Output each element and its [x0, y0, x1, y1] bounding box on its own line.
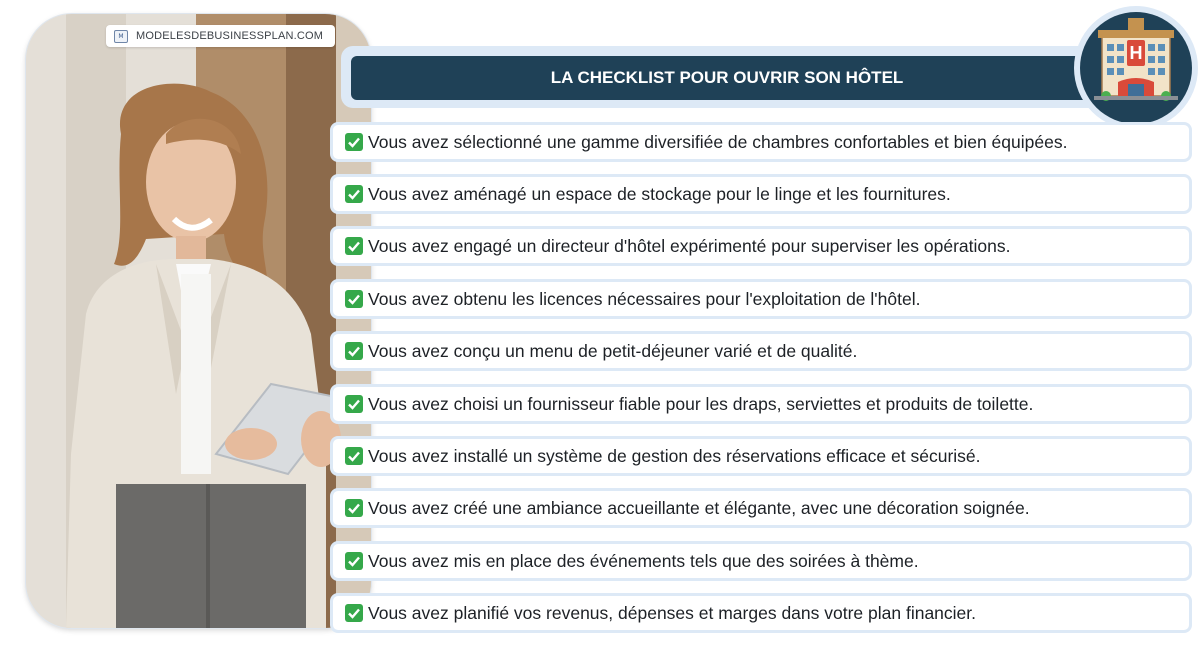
checklist-item-text: Vous avez engagé un directeur d'hôtel expérimenté pour superviser les opérations.	[368, 235, 1011, 256]
checklist-item-text: Vous avez aménagé un espace de stockage pour le linge et les fournitures.	[368, 183, 951, 204]
checklist-item	[330, 593, 1192, 633]
checklist-item-text: Vous avez planifié vos revenus, dépenses et marges dans votre plan financier.	[368, 602, 977, 623]
checklist-item	[330, 488, 1192, 528]
hotel-sign-letter: H	[1129, 42, 1143, 63]
checklist-item	[330, 174, 1192, 214]
checklist-item	[330, 122, 1192, 162]
check-mark-icon	[345, 342, 363, 360]
photo-illustration	[26, 14, 371, 628]
check-mark-icon	[345, 499, 363, 517]
hotel-building-icon	[1080, 12, 1192, 124]
checklist-item-text: Vous avez sélectionné une gamme diversifiée de chambres confortables et bien équipées.	[368, 131, 1068, 152]
checklist-item-text: Vous avez créé une ambiance accueillante et élégante, avec une décoration soignée.	[368, 497, 1030, 518]
checklist-item	[330, 331, 1192, 371]
checklist-item	[330, 541, 1192, 581]
check-mark-icon	[345, 133, 363, 151]
checklist-item	[330, 226, 1192, 266]
checklist-item-text: Vous avez mis en place des événements tels que des soirées à thème.	[368, 550, 919, 571]
checklist-item	[330, 279, 1192, 319]
checklist-item-text: Vous avez installé un système de gestion des réservations efficace et sécurisé.	[368, 445, 981, 466]
check-mark-icon	[345, 604, 363, 622]
checklist-item-text: Vous avez conçu un menu de petit-déjeuner varié et de qualité.	[368, 340, 858, 361]
page-title: LA CHECKLIST POUR OUVRIR SON HÔTEL	[351, 56, 1103, 100]
check-mark-icon	[345, 237, 363, 255]
checklist-item-text: Vous avez obtenu les licences nécessaires pour l'exploitation de l'hôtel.	[368, 288, 921, 309]
brand-badge[interactable]	[106, 25, 335, 47]
brand-logo-icon: M	[114, 30, 128, 43]
woman-with-tablet-photo	[26, 14, 371, 628]
check-mark-icon	[345, 447, 363, 465]
check-mark-icon	[345, 395, 363, 413]
check-mark-icon	[345, 185, 363, 203]
brand-site-label: MODELESDEBUSINESSPLAN.COM	[136, 30, 324, 42]
check-mark-icon	[345, 552, 363, 570]
hotel-icon	[1080, 12, 1192, 124]
check-mark-icon	[345, 290, 363, 308]
checklist-item	[330, 436, 1192, 476]
checklist-item	[330, 384, 1192, 424]
checklist-item-text: Vous avez choisi un fournisseur fiable pour les draps, serviettes et produits de toilette.	[368, 393, 1034, 414]
